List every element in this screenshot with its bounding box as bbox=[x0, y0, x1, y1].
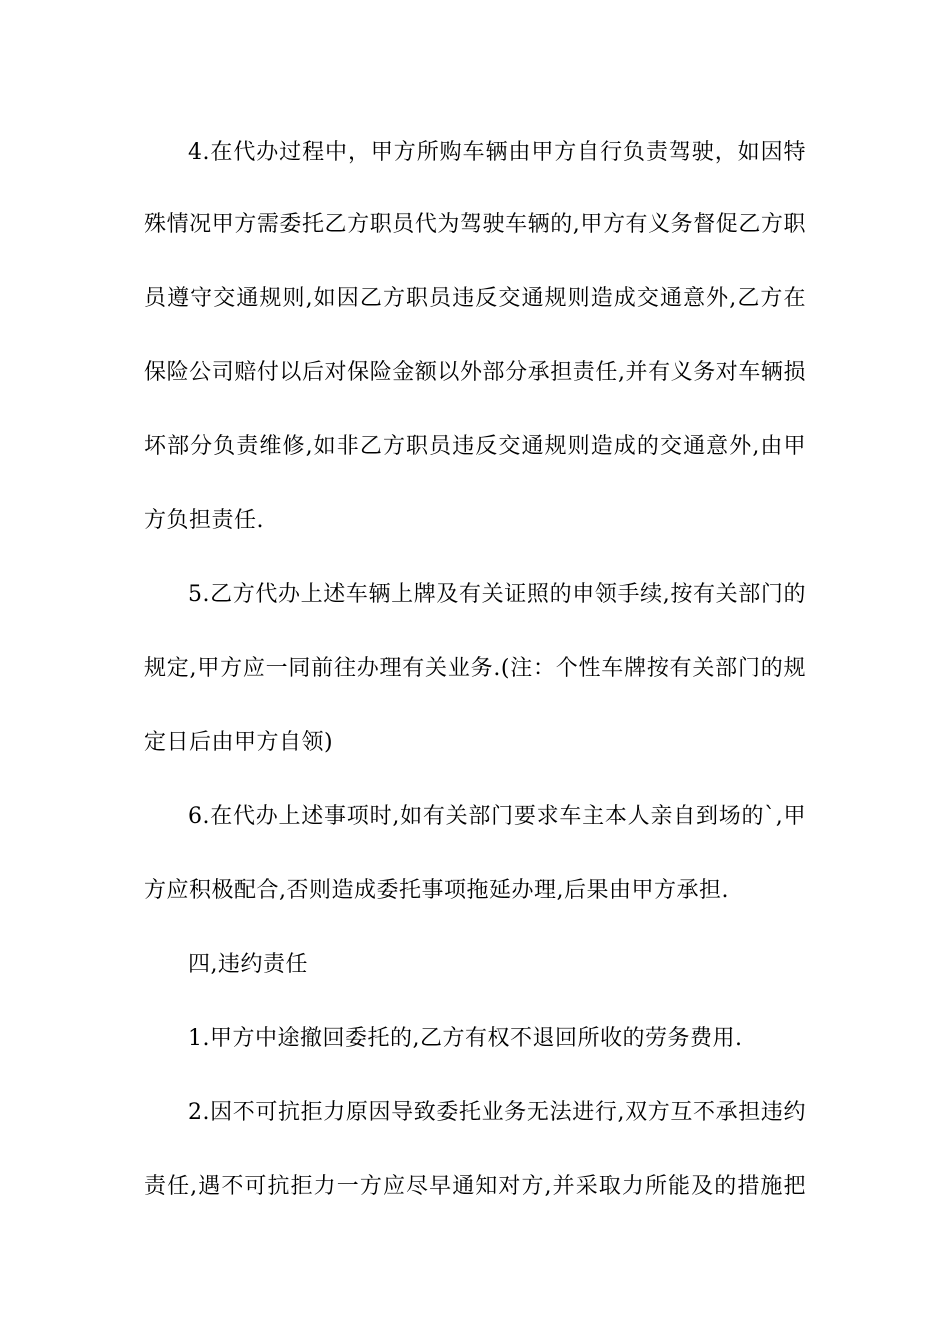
paragraph-4-line-1: 4.在代办过程中，甲方所购车辆由甲方自行负责驾驶，如因特 bbox=[188, 140, 806, 165]
paragraph-4-line-2: 殊情况甲方需委托乙方职员代为驾驶车辆的,甲方有义务督促乙方职 bbox=[144, 212, 806, 237]
paragraph-4-line-6: 方负担责任. bbox=[144, 508, 264, 533]
paragraph-6-line-2: 方应积极配合,否则造成委托事项拖延办理,后果由甲方承担. bbox=[144, 878, 729, 903]
paragraph-5-line-3: 定日后由甲方自领) bbox=[144, 730, 334, 755]
paragraph-5-line-2: 规定,甲方应一同前往办理有关业务.(注：个性车牌按有关部门的规 bbox=[144, 656, 806, 681]
section-heading-breach: 四,违约责任 bbox=[188, 952, 308, 977]
paragraph-4-line-3: 员遵守交通规则,如因乙方职员违反交通规则造成交通意外,乙方在 bbox=[144, 286, 806, 311]
paragraph-6-line-1: 6.在代办上述事项时,如有关部门要求车主本人亲自到场的`,甲 bbox=[188, 804, 806, 829]
paragraph-4-line-4: 保险公司赔付以后对保险金额以外部分承担责任,并有义务对车辆损 bbox=[144, 360, 806, 385]
clause-1-line-1: 1.甲方中途撤回委托的,乙方有权不退回所收的劳务费用. bbox=[188, 1026, 743, 1051]
paragraph-5-line-1: 5.乙方代办上述车辆上牌及有关证照的申领手续,按有关部门的 bbox=[188, 582, 806, 607]
clause-2-line-1: 2.因不可抗拒力原因导致委托业务无法进行,双方互不承担违约 bbox=[188, 1100, 806, 1125]
clause-2-line-2: 责任,遇不可抗拒力一方应尽早通知对方,并采取力所能及的措施把 bbox=[144, 1174, 806, 1199]
paragraph-4-line-5: 坏部分负责维修,如非乙方职员违反交通规则造成的交通意外,由甲 bbox=[144, 434, 806, 459]
